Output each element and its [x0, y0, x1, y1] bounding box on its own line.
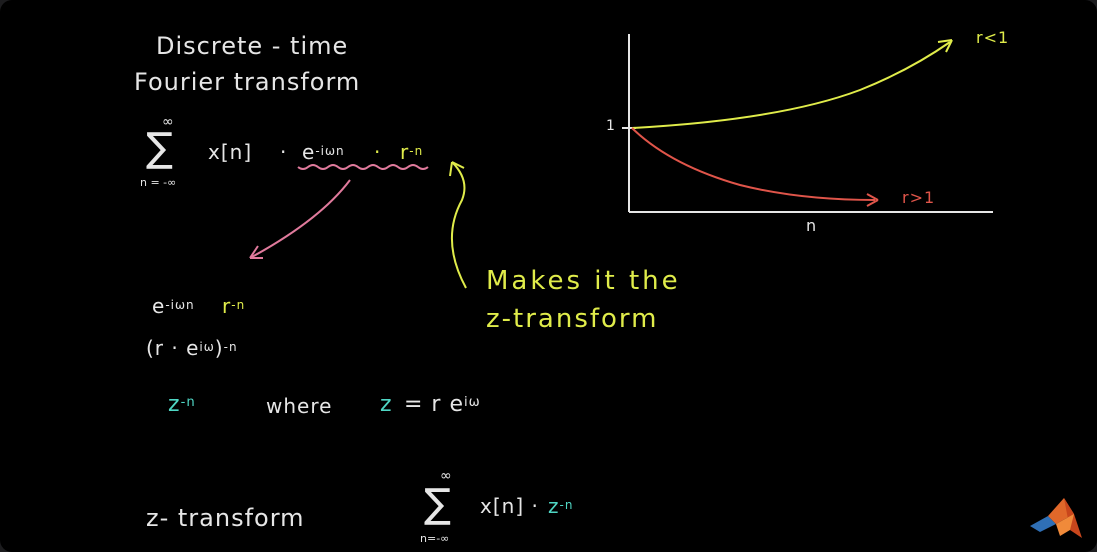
pink-underline [298, 165, 428, 169]
dtft-sum-lower: n = -∞ [140, 176, 177, 189]
graph-label-r-greater-1: r>1 [902, 188, 936, 207]
title-line-2: Fourier transform [134, 68, 361, 96]
dtft-sum-symbol: ∑ [146, 125, 173, 171]
dtft-dot-2: · [374, 140, 382, 164]
step-3-z-term: $z^{-n}$ [168, 392, 196, 417]
step-3-z-definition: = r $e^{i\omega}$ [404, 392, 481, 417]
ztransform-sum-symbol: ∑ [424, 481, 451, 527]
ztransform-term-z: $z^{-n}$ [548, 494, 574, 518]
graph-y-tick-label: 1 [606, 118, 616, 134]
step-3-where: where [266, 394, 333, 418]
step-1-r-term: $r^{-n}$ [222, 294, 246, 318]
graph-x-label: n [806, 216, 818, 235]
graph-label-r-less-1: r<1 [976, 28, 1010, 47]
matlab-logo-icon [1030, 496, 1086, 544]
annotation-line-1: Makes it the [486, 266, 681, 296]
yellow-arrow [452, 162, 466, 288]
curve-r-less-than-1 [632, 42, 950, 128]
annotation-line-2: z-transform [486, 304, 659, 334]
step-2-expression: $(r \cdot e^{i\omega})^{-n}$ [146, 336, 238, 360]
dtft-sum-upper: ∞ [162, 114, 174, 130]
dtft-dot-1: · [280, 140, 288, 164]
step-1-e-term: $e^{-i\omega n}$ [152, 294, 195, 318]
dtft-term-r: $r^{-n}$ [400, 140, 424, 164]
title-line-1: Discrete - time [156, 32, 349, 60]
curve-r-greater-than-1 [632, 128, 875, 200]
ztransform-label: z- transform [146, 504, 305, 532]
ztransform-term-x: x[n] · [480, 494, 539, 518]
ztransform-sum-lower: n=-∞ [420, 532, 450, 545]
dtft-term-x: x[n] [208, 140, 253, 164]
dtft-term-e: $e^{-i\omega n}$ [302, 140, 345, 164]
step-3-z-var: z [380, 392, 393, 417]
ztransform-sum-upper: ∞ [440, 468, 452, 484]
pink-arrow [250, 180, 350, 258]
